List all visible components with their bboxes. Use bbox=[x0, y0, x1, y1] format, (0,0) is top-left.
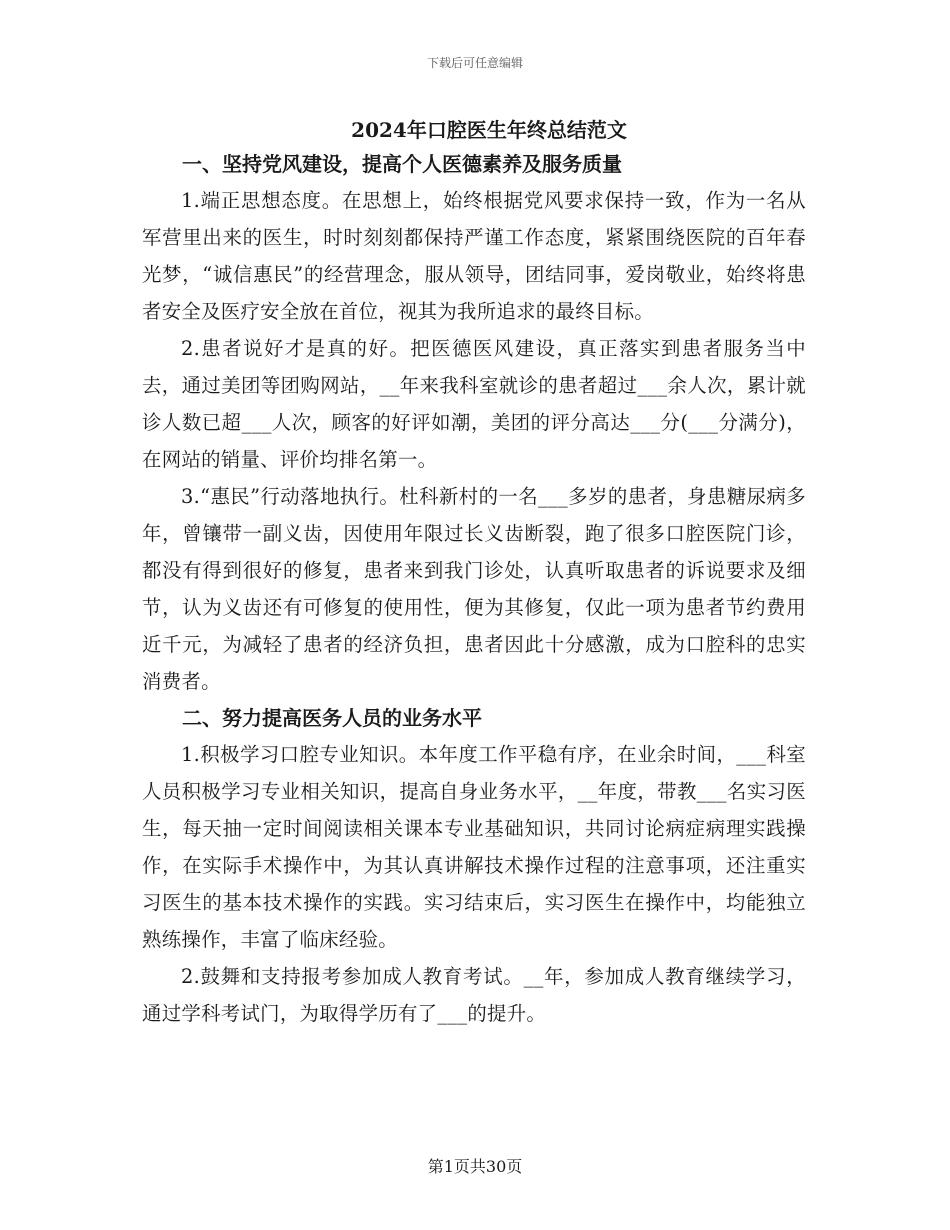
document-body bbox=[142, 114, 806, 1032]
paragraph: 3.“惠民”行动落地执行。杜科新村的一名___多岁的患者，身患糖尿病多年，曾镶带一副义齿，因使用年限过长义齿断裂，跑了很多口腔医院门诊，都没有得到很好的修复，患者来到我门诊处，认真听取患者的诉说要求及细节，认为义齿还有可修复的使用性，便为其修复，仅此一项为患者节约费用近千元，为减轻了患者的经济负担，患者因此十分感激，成为口腔科的忠实消费者。 bbox=[142, 485, 806, 693]
paragraph: 2.鼓舞和支持报考参加成人教育考试。__年，参加成人教育继续学习，通过学科考试门，为取得学历有了___的提升。 bbox=[142, 965, 806, 1025]
document-title: 2024年口腔医生年终总结范文 bbox=[351, 118, 627, 142]
paragraph: 1.积极学习口腔专业知识。本年度工作平稳有序，在业余时间，___科室人员积极学习专业相关知识，提高自身业务水平，__年度，带教___名实习医生，每天抽一定时间阅读相关课本专业基础知识，共同讨论病症病理实践操作，在实际手术操作中，为其认真讲解技术操作过程的注意事项，还注重实习医生的基本技术操作的实践。实习结束后，实习医生在操作中，均能独立熟练操作，丰富了临床经验。 bbox=[142, 743, 806, 951]
section-heading-1: 一、坚持党风建设，提高个人医德素养及服务质量 bbox=[182, 152, 622, 176]
section-heading-2: 二、努力提高医务人员的业务水平 bbox=[182, 706, 482, 730]
paragraph: 1.端正思想态度。在思想上，始终根据党风要求保持一致，作为一名从军营里出来的医生，时时刻刻都保持严谨工作态度，紧紧围绕医院的百年春光梦，“诚信惠民”的经营理念，服从领导，团结同事，爱岗敬业，始终将患者安全及医疗安全放在首位，视其为我所追求的最终目标。 bbox=[142, 189, 806, 323]
paragraph: 2.患者说好才是真的好。把医德医风建设，真正落实到患者服务当中去，通过美团等团购网站，__年来我科室就诊的患者超过___余人次，累计就诊人数已超___人次，顾客的好评如潮，美团的评分高达___分(___分满分)，在网站的销量、评价均排名第一。 bbox=[142, 337, 806, 471]
page-footer: 第1页共30页 bbox=[427, 1157, 523, 1176]
header-note: 下载后可任意编辑 bbox=[426, 56, 523, 70]
